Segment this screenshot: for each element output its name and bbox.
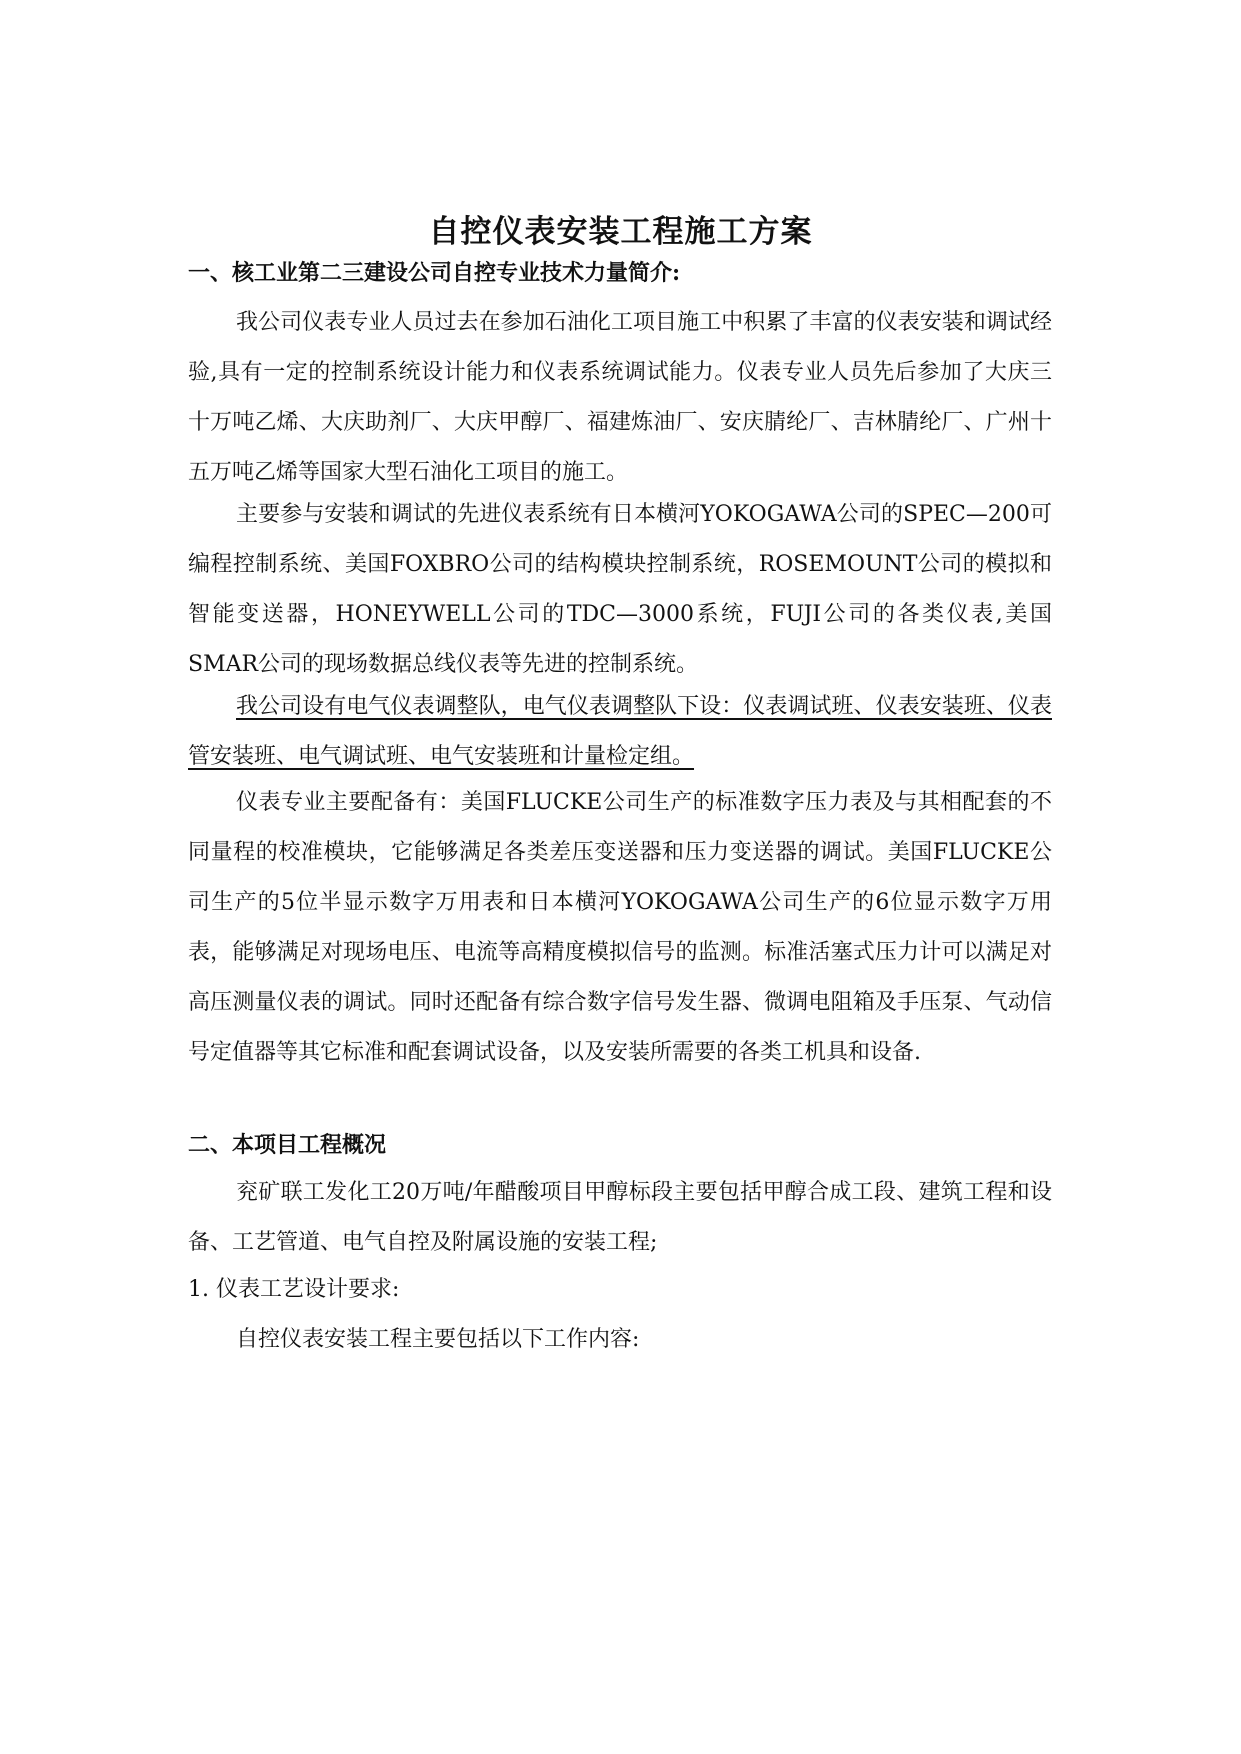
document-title: 自控仪表安装工程施工方案 bbox=[428, 214, 813, 250]
section-2-heading: 二、本项目工程概况 bbox=[188, 1132, 387, 1158]
section-1-heading: 一、核工业第二三建设公司自控专业技术力量简介: bbox=[188, 260, 681, 286]
section-1-paragraph-3-text: 我公司设有电气仪表调整队，电气仪表调整队下设：仪表调试班、仪表安装班、仪表管安装班、电气调试班、电气安装班和计量检定组。 bbox=[188, 694, 1052, 769]
section-2-item-1: 1. 仪表工艺设计要求: bbox=[188, 1277, 400, 1302]
section-2-paragraph: 兖矿联工发化工20万吨/年醋酸项目甲醇标段主要包括甲醇合成工段、建筑工程和设备、工艺管道、电气自控及附属设施的安装工程; bbox=[188, 1180, 1052, 1255]
section-1-paragraph-3 bbox=[188, 682, 1052, 782]
section-1-paragraph-4: 仪表专业主要配备有：美国FLUCKE公司生产的标准数字压力表及与其相配套的不同量程的校准模块，它能够满足各类差压变送器和压力变送器的调试。美国FLUCKE公司生产的5位半显示数字万用表和日本横河YOKOGAWA公司生产的6位显示数字万用表，能够满足对现场电压、电流等高精度模拟信号的监测。标准活塞式压力计可以满足对高压测量仪表的调试。同时还配备有综合数字信号发生器、微调电阻箱及手压泵、气动信号定值器等其它标准和配套调试设备，以及安装所需要的各类工机具和设备. bbox=[188, 790, 1052, 1065]
section-2-item-1-text: 自控仪表安装工程主要包括以下工作内容: bbox=[236, 1327, 640, 1352]
section-1-paragraph-2: 主要参与安装和调试的先进仪表系统有日本横河YOKOGAWA公司的SPEC—200可编程控制系统、美国FOXBRO公司的结构模块控制系统，ROSEMOUNT公司的模拟和智能变送器，HONEYWELL公司的TDC—3000系统，FUJI公司的各类仪表,美国SMAR公司的现场数据总线仪表等先进的控制系统。 bbox=[188, 502, 1052, 677]
section-1-paragraph-1: 我公司仪表专业人员过去在参加石油化工项目施工中积累了丰富的仪表安装和调试经验,具有一定的控制系统设计能力和仪表系统调试能力。仪表专业人员先后参加了大庆三十万吨乙烯、大庆助剂厂、大庆甲醇厂、福建炼油厂、安庆腈纶厂、吉林腈纶厂、广州十五万吨乙烯等国家大型石油化工项目的施工。 bbox=[188, 310, 1052, 485]
